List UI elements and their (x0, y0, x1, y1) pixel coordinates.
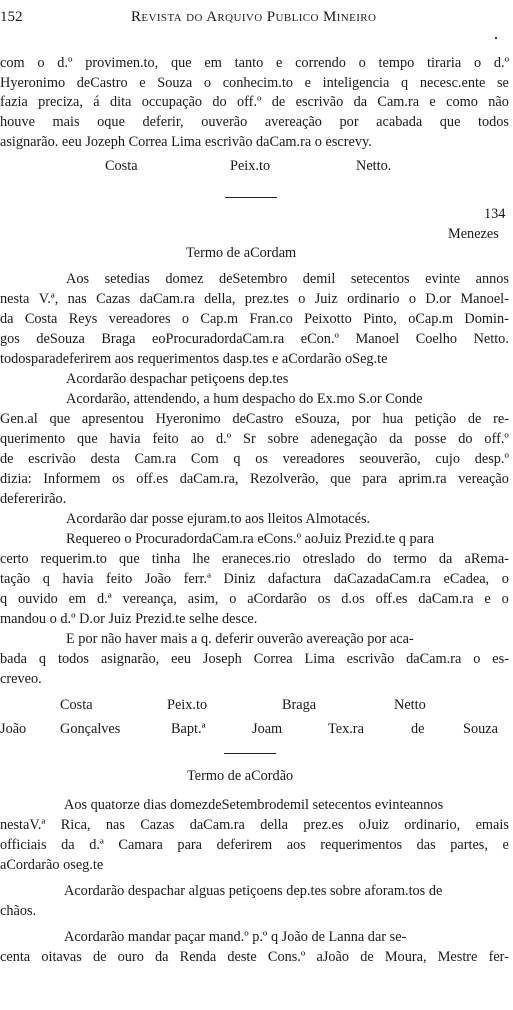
word: e (429, 94, 436, 110)
word: das (416, 837, 436, 853)
word: do (367, 551, 382, 567)
word: que (49, 411, 71, 427)
word: nas (105, 817, 125, 833)
word: Reys (68, 311, 98, 327)
word: Gen.al (0, 411, 38, 427)
word: deSetembro (218, 271, 288, 287)
word: lhe (192, 551, 210, 567)
word: aJoão (316, 949, 350, 965)
word: não (488, 94, 509, 110)
body-line: Acordarão mandar paçar mand.º p.º q João de Lanna dar se- (64, 929, 407, 945)
word: ordinario (347, 291, 400, 307)
word: Domin- (464, 311, 509, 327)
body-line (0, 94, 509, 112)
word: sobre (267, 431, 299, 447)
body-line (0, 471, 509, 489)
word: Cam.ra (134, 451, 177, 467)
body-line: aCordarão oseg.te (0, 857, 104, 873)
margin-number: 134 (484, 206, 506, 222)
word: setedias (104, 271, 150, 287)
word: mais (52, 114, 80, 130)
word: que (171, 55, 192, 71)
word: necesc.ente (419, 75, 486, 91)
body-line (0, 75, 509, 93)
word: que (77, 431, 98, 447)
word: com (0, 55, 25, 71)
signature: Souza (463, 721, 498, 737)
word: Hyeronimo (0, 75, 66, 91)
word: requerimentos (320, 837, 403, 853)
body-line (0, 311, 509, 329)
body-line (0, 451, 509, 469)
word: e (139, 75, 146, 91)
body-line (0, 949, 509, 967)
signature: de (411, 721, 425, 737)
body-line (0, 591, 509, 609)
signature: Joam (252, 721, 283, 737)
word: o (203, 75, 212, 91)
word: d.º (215, 431, 232, 447)
word: escrivão (295, 94, 344, 110)
word: q (0, 591, 8, 607)
word: d.os (341, 591, 365, 607)
word: d.ª (96, 591, 112, 607)
body-line: defererirão. (0, 491, 67, 507)
word: eCadea, (443, 571, 490, 587)
word: daCam.ra (189, 817, 245, 833)
body-line: Acordarão dar posse ejuram.to aos lleitos Almotacés. (66, 511, 371, 527)
word: deSouza (36, 331, 85, 347)
word: que (330, 471, 351, 487)
word: o (473, 55, 482, 71)
word: do (212, 94, 227, 110)
word: deste (227, 949, 257, 965)
word: Joseph (202, 651, 242, 667)
word: da (389, 431, 403, 447)
word: Netto. (473, 331, 509, 347)
word: asim, (187, 591, 219, 607)
word: es- (492, 651, 509, 667)
word: D.or (425, 291, 452, 307)
word: Mestre (437, 949, 478, 965)
body-line: E por não haver mais a q. deferir ouverão avereação por aca- (66, 631, 414, 647)
word: desp.º (474, 451, 509, 467)
word: hua (382, 411, 404, 427)
word: Cam.ra (377, 94, 420, 110)
word: Pinto, (363, 311, 397, 327)
word: nesta (0, 291, 30, 307)
section-divider (225, 197, 277, 198)
word: domez (165, 271, 204, 287)
word: d.º (493, 55, 509, 71)
body-line: Acordarão despachar petiçoens dep.tes (66, 371, 289, 387)
word: occupação (141, 94, 203, 110)
body-line: Aos quatorze dias domezdeSetembrodemil setecentos evinteannos (64, 797, 444, 813)
body-line (0, 114, 509, 132)
word: d.ª (89, 837, 104, 853)
body-line (0, 55, 509, 73)
word: Juiz (314, 291, 338, 307)
word: Manoel- (460, 291, 509, 307)
word: vereança, (122, 591, 177, 607)
signature: Netto. (356, 158, 392, 174)
word: em (204, 55, 222, 71)
section-divider (224, 753, 276, 754)
body-line: Requereo o ProcuradordaCam.ra eCons.º aoJuiz Prezid.te q para (66, 531, 435, 547)
word: posse (414, 431, 447, 447)
word: do (458, 431, 473, 447)
word: avereação (264, 114, 322, 130)
word: Com (190, 451, 219, 467)
word: eraneces.rio (221, 551, 291, 567)
word: tação (0, 571, 31, 587)
word: acabada (376, 114, 423, 130)
word: dita (109, 94, 132, 110)
word: por (351, 411, 371, 427)
signature: Tex.ra (328, 721, 364, 737)
word: o (37, 55, 45, 71)
word: oJuiz (358, 817, 389, 833)
word: emais (475, 817, 509, 833)
word: daCam.ra (406, 651, 462, 667)
word: re- (493, 411, 509, 427)
word: asignarão, (100, 651, 160, 667)
word: dafactura (267, 571, 322, 587)
signature: Peix.to (167, 697, 208, 713)
word: aCordarão (247, 591, 307, 607)
word: officiais (0, 837, 47, 853)
word: João (144, 571, 172, 587)
word: Fran.co (249, 311, 293, 327)
word: os (255, 451, 268, 467)
word: d.º (57, 55, 73, 71)
body-line: chãos. (0, 903, 37, 919)
word: annos (475, 271, 509, 287)
word: o (501, 571, 509, 587)
word: daCam.ra (418, 591, 474, 607)
word: cujo (435, 451, 461, 467)
word: desta (90, 451, 120, 467)
word: todos (57, 651, 89, 667)
word: apresentou (81, 411, 144, 427)
word: tiraria (427, 55, 462, 71)
word: daCazadaCam.ra (333, 571, 431, 587)
word: feito (106, 571, 133, 587)
word: daCam.ra (139, 291, 195, 307)
word: Cazas (140, 817, 175, 833)
word: q (233, 451, 241, 467)
word: tanto (234, 55, 264, 71)
word: deCastro (76, 75, 128, 91)
word: havia (62, 571, 94, 587)
word: que (119, 551, 140, 567)
word: q (38, 651, 47, 667)
word: dizia: (0, 471, 32, 487)
word: aprim.ra (398, 471, 447, 487)
word: demil (302, 271, 336, 287)
word: prez.tes (244, 291, 289, 307)
word: de (0, 451, 14, 467)
body-line (0, 331, 509, 349)
word: da (155, 949, 169, 965)
word: Manoel (355, 331, 400, 347)
word: setecentos (350, 271, 410, 287)
body-line (0, 571, 509, 589)
word: nas (67, 291, 87, 307)
word: e (502, 837, 509, 853)
word: todos (478, 114, 509, 130)
word: oitavas (41, 949, 82, 965)
word: off.º (237, 94, 262, 110)
word: oque (97, 114, 125, 130)
body-line: creveo. (0, 671, 42, 687)
word: V.ª, (38, 291, 59, 307)
word: oCap.m (408, 311, 454, 327)
word: da (353, 94, 368, 110)
body-line: Acordarão despachar alguas petiçoens dep.tes sobre aforam.tos de (64, 883, 443, 899)
word: vereadores (282, 451, 345, 467)
word: de (271, 94, 286, 110)
word: deferir, (142, 114, 184, 130)
word: inteligencia (322, 75, 390, 91)
page-number: 152 (0, 9, 23, 25)
signature: Costa (60, 697, 93, 713)
word: e (304, 75, 311, 91)
word: preciza, (38, 94, 83, 110)
word: Souza (157, 75, 193, 91)
word: o (501, 591, 509, 607)
signature: Braga (282, 697, 317, 713)
word: della, (204, 291, 236, 307)
word: de (467, 411, 482, 427)
section-title: Termo de aCordão (187, 768, 294, 784)
word: Peixotto (304, 311, 352, 327)
word: ordinario, (404, 817, 461, 833)
word: tinha (151, 551, 181, 567)
word: daCam.ra, (179, 471, 239, 487)
signature: João (0, 721, 27, 737)
signature: Peix.to (230, 158, 271, 174)
word: que (439, 114, 461, 130)
word: o (473, 651, 481, 667)
margin-name: Menezes (448, 226, 499, 242)
word: partes, (450, 837, 488, 853)
word: Cazas (96, 291, 131, 307)
word: os (112, 471, 125, 487)
signature: Bapt.ª (171, 721, 206, 737)
word: tempo (378, 55, 415, 71)
word: prez.es (303, 817, 344, 833)
word: Lima (304, 651, 335, 667)
word: off.es (375, 591, 408, 607)
word: eSouza, (295, 411, 340, 427)
word: q (42, 571, 50, 587)
word: termo (393, 551, 427, 567)
word: Informem (43, 471, 101, 487)
word: como (446, 94, 478, 110)
word: eoProcuradordaCam.ra (152, 331, 285, 347)
word: ferr.ª (183, 571, 211, 587)
word: eCon.º (300, 331, 339, 347)
word: á (93, 94, 100, 110)
word: deCastro (232, 411, 284, 427)
word: escrivão (346, 651, 395, 667)
word: Moura, (384, 949, 427, 965)
word: Cons.º (267, 949, 306, 965)
word: havia (109, 431, 141, 447)
word: nestaV.ª (0, 817, 46, 833)
ink-speck (495, 37, 497, 39)
word: por (339, 114, 359, 130)
word: Costa (24, 311, 58, 327)
word: da (61, 837, 75, 853)
word: em (68, 591, 87, 607)
word: Cap.m (200, 311, 239, 327)
word: Rica, (60, 817, 91, 833)
word: aos (286, 837, 306, 853)
signature: Netto (394, 697, 426, 713)
word: fer- (488, 949, 509, 965)
word: Camara (118, 837, 163, 853)
word: Hyeronimo (155, 411, 221, 427)
word: centa (0, 949, 31, 965)
word: o (408, 291, 416, 307)
signature: Gonçalves (60, 721, 121, 737)
word: os (317, 591, 331, 607)
word: Diniz (223, 571, 256, 587)
word: Sr (243, 431, 256, 447)
word: off.es (136, 471, 169, 487)
signature: Costa (105, 158, 138, 174)
word: de (360, 949, 374, 965)
word: vereadores (108, 311, 171, 327)
word: bada (0, 651, 27, 667)
word: houve (0, 114, 35, 130)
body-line (0, 817, 509, 835)
word: feito (152, 431, 179, 447)
word: off.º (484, 431, 509, 447)
body-line: todosparadeferirem aos requerimentos dasp.tes e aCordarão oSeg.te (0, 351, 388, 367)
body-line (0, 291, 509, 309)
word: o (229, 591, 237, 607)
word: ouverão (201, 114, 248, 130)
body-line (0, 651, 509, 669)
word: conhecim.to (222, 75, 293, 91)
word: de (92, 949, 107, 965)
word: Renda (179, 949, 217, 965)
word: aRema- (464, 551, 509, 567)
word: adenegação (310, 431, 378, 447)
word: certo (0, 551, 29, 567)
word: escrivão (28, 451, 76, 467)
word: deferirem (216, 837, 273, 853)
word: fazia (0, 94, 28, 110)
word: para (177, 837, 203, 853)
word: Coelho (415, 331, 458, 347)
section-title: Termo de aCordam (186, 245, 297, 261)
word: gos (0, 331, 20, 347)
running-title: Revista do Arquivo Publico Mineiro (131, 9, 377, 25)
word: evinte (425, 271, 461, 287)
word: querimento (0, 431, 66, 447)
word: Aos (66, 271, 90, 287)
body-line (0, 431, 509, 449)
word: da (0, 311, 14, 327)
word: della (260, 817, 288, 833)
word: Correa (253, 651, 293, 667)
word: o (298, 291, 306, 307)
word: requerim.to (40, 551, 107, 567)
word: otreslado (302, 551, 356, 567)
word: vereação (458, 471, 509, 487)
word: e (484, 591, 491, 607)
word: petição (414, 411, 457, 427)
word: para (362, 471, 387, 487)
word: eeu (171, 651, 191, 667)
word: e (275, 55, 283, 71)
body-line (0, 837, 509, 855)
word: correndo (295, 55, 346, 71)
word: ao (190, 431, 205, 447)
word: q (401, 75, 409, 91)
body-line (66, 271, 509, 289)
word: ouro (117, 949, 144, 965)
body-line: Acordarão, attendendo, a hum despacho do Ex.mo S.or Conde (66, 391, 423, 407)
body-line: asignarão. eeu Jozeph Correa Lima escrivão daCam.ra o escrevy. (0, 134, 372, 150)
word: seouverão, (359, 451, 421, 467)
word: provimen.to, (85, 55, 159, 71)
word: Braga (101, 331, 136, 347)
body-line (0, 551, 509, 569)
word: da (438, 551, 453, 567)
word: ouvido (18, 591, 58, 607)
body-line (0, 411, 509, 429)
word: o (358, 55, 366, 71)
word: Rezolverão, (249, 471, 319, 487)
body-line: mandou o d.º D.or Juiz Prezid.te selhe desce. (0, 611, 258, 627)
word: o (181, 311, 190, 327)
word: se (496, 75, 509, 91)
